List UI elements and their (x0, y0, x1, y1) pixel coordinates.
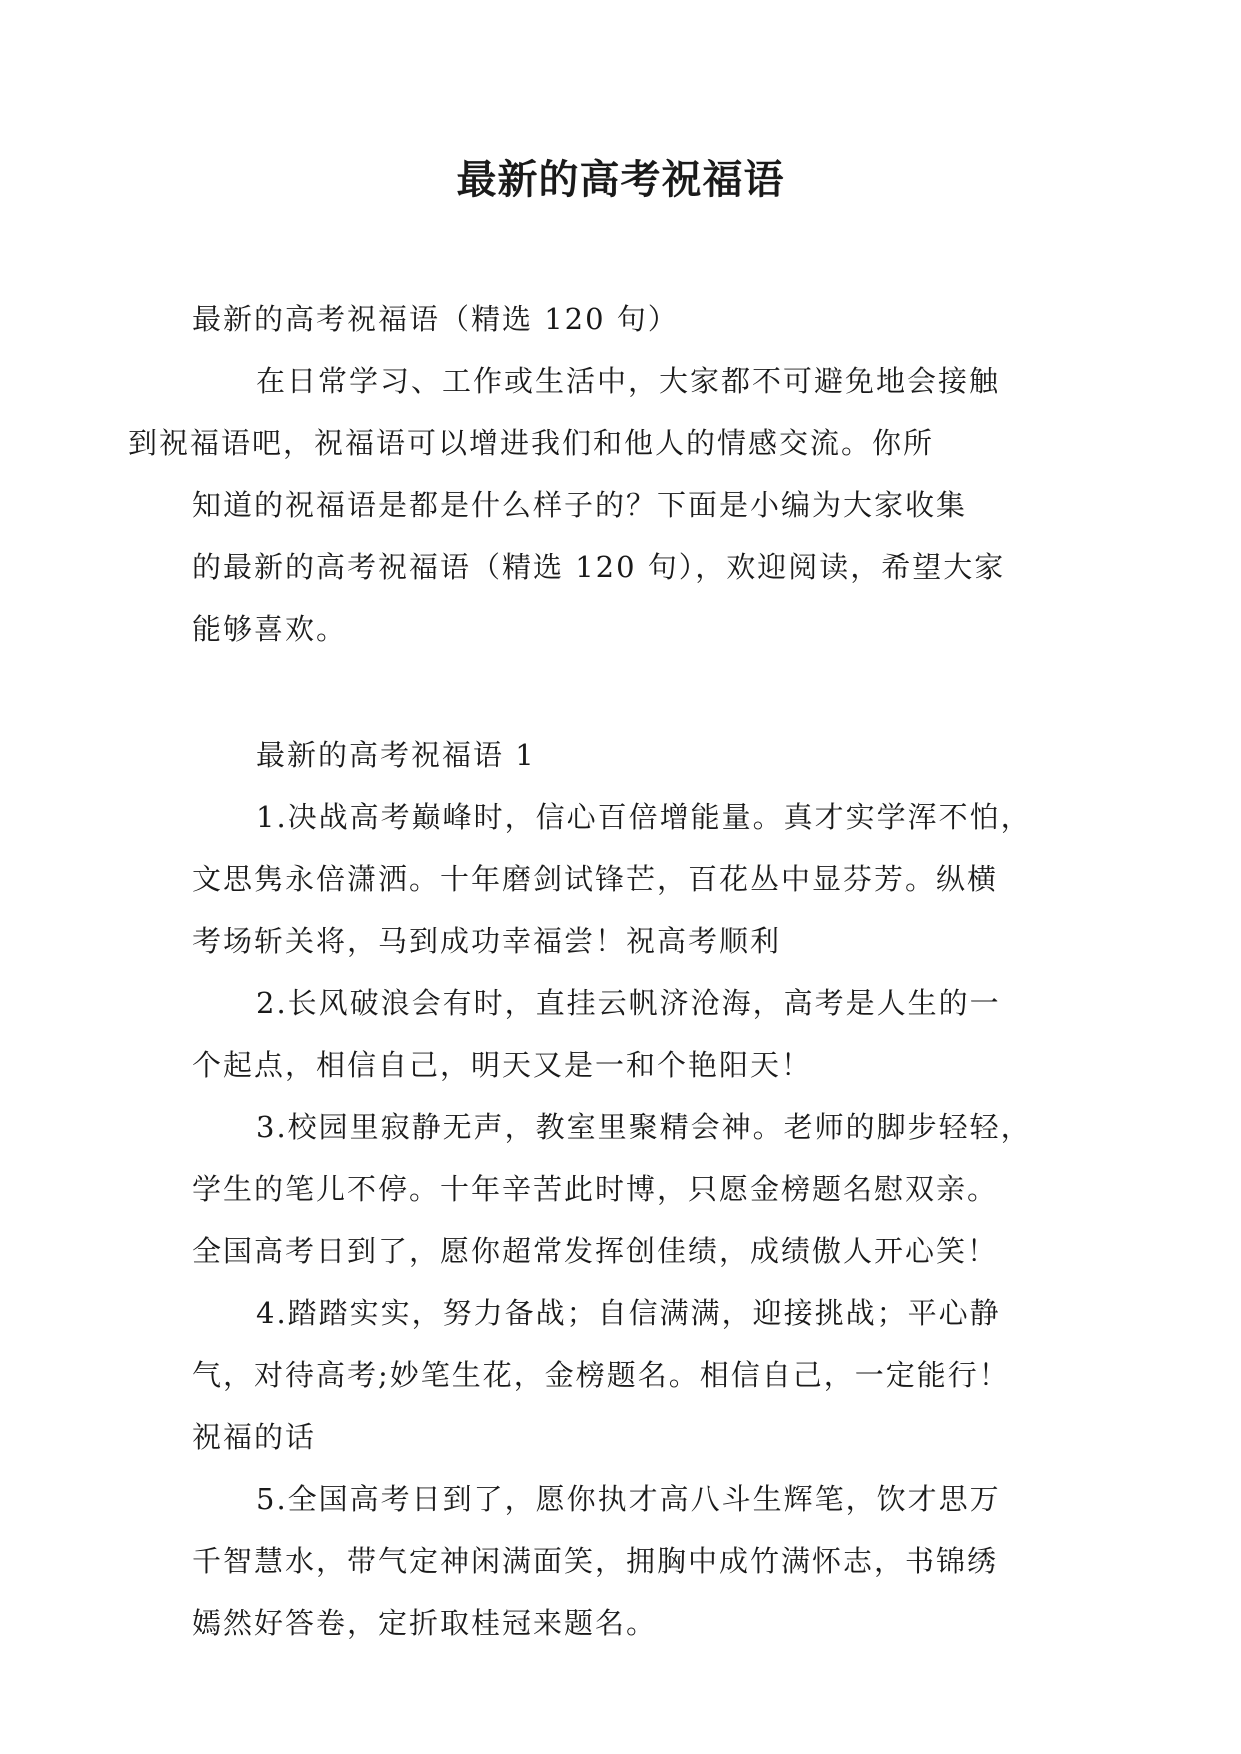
blessing-line: 4.踏踏实实，努力备战；自信满满，迎接挑战；平心静 (256, 1296, 1001, 1330)
intro-line: 能够喜欢。 (192, 612, 348, 646)
blessing-line: 2.长风破浪会有时，直挂云帆济沧海，高考是人生的一 (256, 986, 1001, 1020)
section-heading: 最新的高考祝福语 1 (256, 738, 536, 772)
blessing-line: 1.决战高考巅峰时，信心百倍增能量。真才实学浑不怕， (256, 800, 1032, 834)
blessing-line: 个起点，相信自己，明天又是一和个艳阳天！ (192, 1048, 813, 1082)
blessing-line: 5.全国高考日到了，愿你执才高八斗生辉笔，饮才思万 (256, 1482, 1001, 1516)
blessing-item-4 (192, 1282, 1064, 1468)
blessing-item-1 (192, 786, 1064, 972)
blessing-line: 文思隽永倍潇洒。十年磨剑试锋芒，百花丛中显芬芳。纵横 (192, 862, 999, 896)
document-body (128, 288, 1064, 1654)
blessing-line: 嫣然好答卷，定折取桂冠来题名。 (192, 1606, 658, 1640)
intro-line: 在日常学习、工作或生活中，大家都不可避免地会接触 (256, 364, 1001, 398)
blessing-line: 3.校园里寂静无声，教室里聚精会神。老师的脚步轻轻， (256, 1110, 1032, 1144)
blessing-line: 全国高考日到了，愿你超常发挥创佳绩，成绩傲人开心笑！ (192, 1234, 999, 1268)
intro-paragraph (128, 350, 1064, 660)
blessing-line: 学生的笔儿不停。十年辛苦此时博，只愿金榜题名慰双亲。 (192, 1172, 999, 1206)
blessing-line: 千智慧水，带气定神闲满面笑，拥胸中成竹满怀志，书锦绣 (192, 1544, 999, 1578)
intro-line: 的最新的高考祝福语（精选 120 句），欢迎阅读，希望大家 (192, 550, 1006, 584)
blessing-item-3 (192, 1096, 1064, 1282)
blessing-line: 气，对待高考;妙笔生花，金榜题名。相信自己，一定能行！ (192, 1358, 1010, 1392)
blessing-line: 祝福的话 (192, 1420, 317, 1454)
paragraph-gap (192, 660, 1064, 724)
blessing-item-5 (192, 1468, 1064, 1654)
intro-line: 知道的祝福语是都是什么样子的？下面是小编为大家收集 (192, 488, 968, 522)
intro-line: 到祝福语吧，祝福语可以增进我们和他人的情感交流。你所 (128, 426, 935, 460)
blessing-line: 考场斩关将，马到成功幸福尝！祝高考顺利 (192, 924, 782, 958)
blessing-item-2 (192, 972, 1064, 1096)
document-subtitle: 最新的高考祝福语（精选 120 句） (192, 302, 679, 336)
document-title: 最新的高考祝福语 (456, 156, 785, 203)
